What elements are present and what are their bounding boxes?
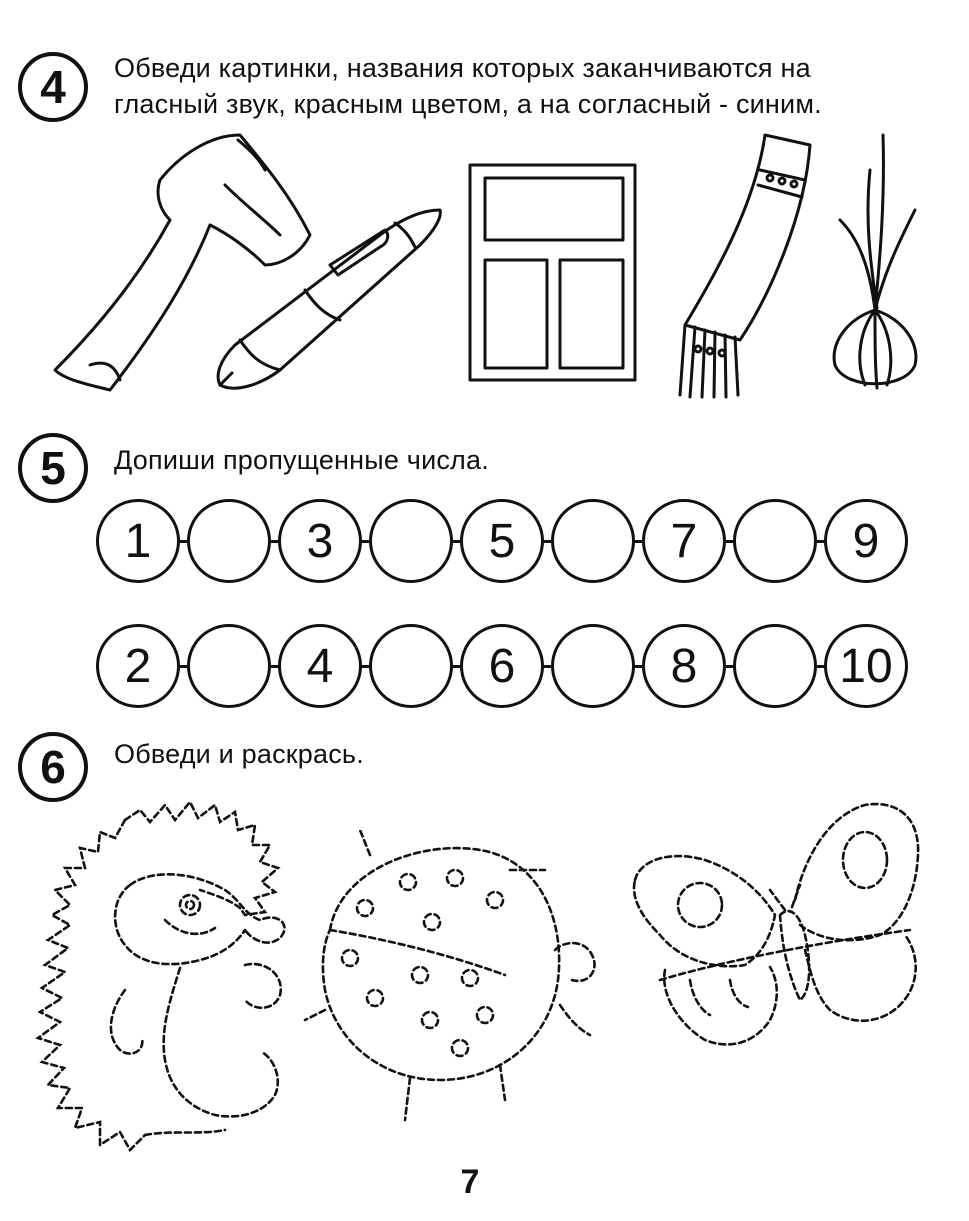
number-cell-blank[interactable]: [187, 624, 271, 708]
window-icon[interactable]: [465, 160, 640, 385]
number-cell: 4: [278, 624, 362, 708]
number-cell-blank[interactable]: [733, 499, 817, 583]
number-cell: 10: [824, 624, 908, 708]
task-4-instruction-line2: гласный звук, красным цветом, а на согласный - синим.: [114, 89, 822, 119]
pen-icon[interactable]: [210, 205, 450, 395]
number-cell: 8: [642, 624, 726, 708]
butterfly-outline[interactable]: [620, 795, 930, 1100]
number-row-even: [96, 624, 911, 708]
ladybug-outline[interactable]: [300, 830, 610, 1130]
number-cell-blank[interactable]: [187, 499, 271, 583]
hedgehog-outline[interactable]: [30, 790, 310, 1160]
number-cell: 9: [824, 499, 908, 583]
number-cell: 5: [460, 499, 544, 583]
number-cell-blank[interactable]: [551, 499, 635, 583]
task-6-instruction: Обведи и раскрась.: [114, 739, 364, 769]
task-4-instruction-line1: Обведи картинки, названия которых заканчиваются на: [114, 53, 811, 83]
number-row-odd: [96, 499, 911, 583]
task-6-number: 6: [18, 732, 88, 802]
number-cell-blank[interactable]: [369, 499, 453, 583]
task-5-instruction: Допиши пропущенные числа.: [114, 445, 489, 475]
number-cell-blank[interactable]: [369, 624, 453, 708]
scarf-icon[interactable]: [670, 125, 825, 400]
number-cell: 1: [96, 499, 180, 583]
task-4-number: 4: [18, 52, 88, 122]
page-number: 7: [460, 1163, 480, 1201]
onion-icon[interactable]: [825, 130, 925, 395]
number-cell: 2: [96, 624, 180, 708]
number-cell: 7: [642, 499, 726, 583]
number-cell-blank[interactable]: [733, 624, 817, 708]
task-5-number: 5: [18, 433, 88, 503]
number-cell: 3: [278, 499, 362, 583]
number-cell-blank[interactable]: [551, 624, 635, 708]
number-cell: 6: [460, 624, 544, 708]
